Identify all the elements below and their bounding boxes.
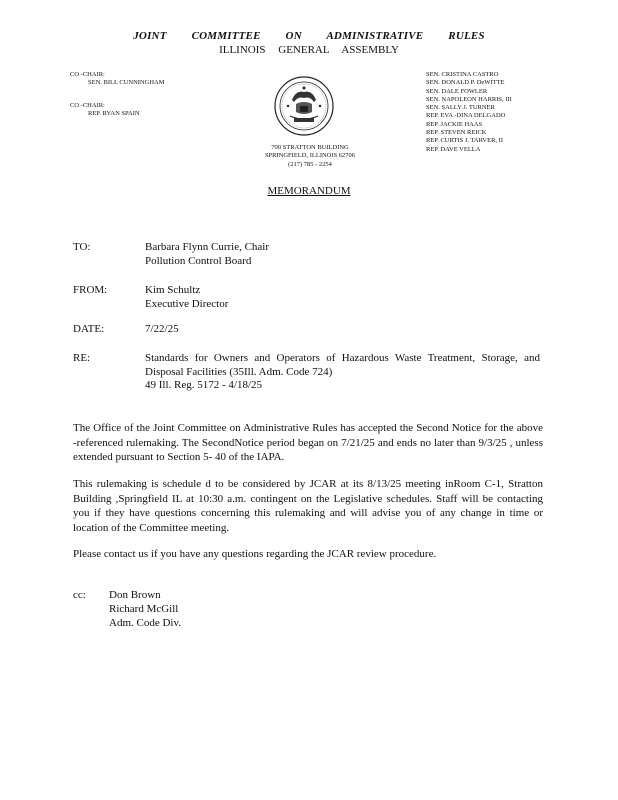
to-line: Pollution Control Board xyxy=(145,254,252,267)
member-name: REP. JACKIE HAAS xyxy=(426,120,483,128)
cc-name: Don Brown xyxy=(109,589,161,601)
to-line: Barbara Flynn Currie, Chair xyxy=(145,241,270,253)
co-chair-label: CO -CHAIR: xyxy=(70,71,105,78)
member-name: SEN. NAPOLEON HARRIS, III xyxy=(426,95,512,103)
cc-name: Adm. Code Div. xyxy=(109,616,182,629)
cc-label: cc: xyxy=(73,589,86,601)
to-label: TO: xyxy=(73,241,91,253)
co-chair-name: SEN. BILL CUNNINGHAM xyxy=(88,79,165,87)
address-line: (217) 785 - 2254 xyxy=(288,160,332,168)
member-name: REP. CURTIS J. TARVER, II xyxy=(426,137,504,145)
body-paragraph: The Office of the Joint Committee on Administrative Rules has accepted the Second Notice for the above -referenced rulemaking. The SecondNotice period began on 7/21/25 and ends no later than 9/3/25 , unless extended pursuant to Section 5- 40 of the IAPA. xyxy=(73,422,543,463)
from-line: Kim Schultz xyxy=(145,284,201,296)
member-name: REP. STEVEN REICK xyxy=(426,129,487,137)
re-subject: Standards for Owners and Operators of Hazardous Waste Treatment, Storage, and Disposal Facilities (35Ill. Adm. Code 724) xyxy=(145,352,540,378)
member-name: SEN. DALE FOWLER xyxy=(426,87,488,95)
co-chair-name: REP. RYAN SPAIN xyxy=(88,109,140,117)
to-value xyxy=(145,241,269,268)
body-paragraph: Please contact us if you have any questions regarding the JCAR review procedure. xyxy=(73,548,437,560)
from-value xyxy=(145,284,228,311)
member-name: REP. DAVE VELLA xyxy=(426,145,481,153)
member-name: SEN. SALLY J. TURNER xyxy=(426,104,495,112)
re-value xyxy=(145,352,540,393)
member-name: SEN. DONALD P. DeWITTE xyxy=(426,79,505,87)
cc-name: Richard McGill xyxy=(109,602,179,615)
co-chair-label: CO -CHAIR: xyxy=(70,101,105,109)
cc-list xyxy=(109,589,181,630)
committee-title: JOINT COMMITTEE ON ADMINISTRATIVE RULES xyxy=(133,30,485,42)
from-line: Executive Director xyxy=(145,297,229,310)
member-name: REP. EVA -DINA DELGADO xyxy=(426,112,506,120)
member-name: SEN. CRISTINA CASTRO xyxy=(426,71,499,78)
address-line: SPRINGFIELD, ILLINOIS 62706 xyxy=(264,152,356,160)
re-label: RE: xyxy=(73,352,91,364)
assembly-subtitle: ILLINOIS GENERAL ASSEMBLY xyxy=(219,44,399,56)
date-value: 7/22/25 xyxy=(145,323,179,335)
address-line: 700 STRATTON BUILDING xyxy=(271,144,349,151)
body-paragraph: This rulemaking is schedule d to be considered by JCAR at its 8/13/25 meeting inRoom C-1, Stratton Building ,Springfield IL at 10:30 a.m. contingent on the Legislative schedules. Staff will be contacting you if they have questions concerning this rulemaking and will advise you of any change in time or location of the Committee meeting. xyxy=(73,478,543,534)
date-label: DATE: xyxy=(73,323,105,335)
from-label: FROM: xyxy=(73,284,108,296)
illinois-seal-icon xyxy=(274,76,334,136)
office-address xyxy=(240,144,380,169)
re-register: 49 Ill. Reg. 5172 - 4/18/25 xyxy=(145,379,263,391)
co-chairs-block xyxy=(70,71,165,118)
members-list xyxy=(426,71,512,154)
memo-heading: MEMORANDUM xyxy=(267,185,351,197)
